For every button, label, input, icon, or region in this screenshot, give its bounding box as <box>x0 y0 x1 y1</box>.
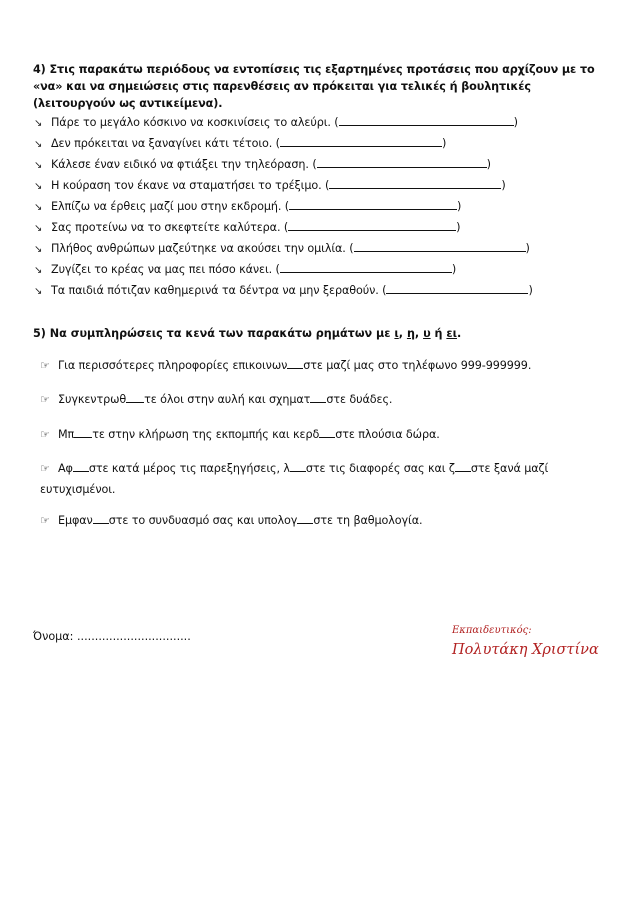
list-item <box>34 262 456 278</box>
sentence-text: Κάλεσε έναν ειδικό να φτιάξει την τηλεόραση. ( <box>51 158 317 171</box>
arrow-bullet-icon: ↘ <box>34 202 43 213</box>
question-5-title <box>33 327 461 340</box>
fill-blank[interactable] <box>287 358 303 369</box>
teacher-signature <box>452 625 599 658</box>
list-item <box>34 178 506 194</box>
exercise-text: Για περισσότερες πληροφορίες επικοινων <box>58 359 288 372</box>
fill-blank[interactable] <box>93 513 109 524</box>
arrow-bullet-icon: ↘ <box>34 265 43 276</box>
arrow-bullet-icon: ↘ <box>34 286 43 297</box>
exercise-text: τε στην κλήρωση της εκπομπής και κερδ <box>92 428 320 441</box>
sentence-text: Πάρε το μεγάλο κόσκινο να κοσκινίσεις το αλεύρι. ( <box>51 116 339 129</box>
sentence-text: Η κούραση τον έκανε να σταματήσει το τρέξιμο. ( <box>51 179 330 192</box>
answer-blank[interactable] <box>280 136 442 147</box>
separator: , <box>398 327 407 340</box>
arrow-bullet-icon: ↘ <box>34 118 43 129</box>
arrow-bullet-icon: ↘ <box>34 139 43 150</box>
fill-blank[interactable] <box>310 392 326 403</box>
separator: ή <box>430 327 447 340</box>
arrow-bullet-icon: ↘ <box>34 181 43 192</box>
list-item <box>34 283 533 299</box>
list-item <box>34 115 518 131</box>
arrow-bullet-icon: ↘ <box>34 160 43 171</box>
sentence-text: Σας προτείνω να το σκεφτείτε καλύτερα. ( <box>51 221 289 234</box>
separator: , <box>414 327 424 340</box>
exercise-text: Μπ <box>58 428 75 441</box>
list-item <box>34 220 460 236</box>
answer-blank[interactable] <box>317 157 487 168</box>
signature-name: Πολυτάκη Χριστίνα <box>452 642 599 658</box>
fill-blank[interactable] <box>126 392 144 403</box>
exercise-text: στε το συνδυασμό σας και υπολογ <box>108 514 298 527</box>
exercise-text: στε κατά μέρος τις παρεξηγήσεις, λ <box>88 462 290 475</box>
close-paren: ) <box>456 221 461 234</box>
exercise-text: στε ξανά μαζί <box>470 462 549 475</box>
fill-blank[interactable] <box>455 461 471 472</box>
separator: . <box>456 327 462 340</box>
pointing-hand-icon: ☞ <box>40 514 50 527</box>
exercise-item <box>40 426 440 443</box>
exercise-text: Συγκεντρωθ <box>58 393 127 406</box>
list-item <box>34 157 491 173</box>
list-item <box>34 199 461 215</box>
letter-option: ι <box>394 327 399 340</box>
answer-blank[interactable] <box>386 283 528 294</box>
close-paren: ) <box>451 263 457 276</box>
arrow-bullet-icon: ↘ <box>34 244 43 255</box>
arrow-bullet-icon: ↘ <box>34 223 43 234</box>
exercise-text: στε δυάδες. <box>326 393 393 406</box>
pointing-hand-icon: ☞ <box>40 393 50 406</box>
answer-blank[interactable] <box>329 178 501 189</box>
fill-blank[interactable] <box>290 461 306 472</box>
pointing-hand-icon: ☞ <box>40 428 50 441</box>
close-paren: ) <box>457 200 462 213</box>
sentence-text: Ελπίζω να έρθεις μαζί μου στην εκδρομή. ( <box>51 200 289 213</box>
sentence-text: Ζυγίζει το κρέας να μας πει πόσο κάνει. ( <box>51 263 280 276</box>
answer-blank[interactable] <box>289 199 457 210</box>
signature-role: Εκπαιδευτικός: <box>452 625 532 636</box>
close-paren: ) <box>501 179 506 192</box>
fill-blank[interactable] <box>73 461 89 472</box>
exercise-item <box>40 512 422 529</box>
answer-blank[interactable] <box>354 241 526 252</box>
answer-blank[interactable] <box>339 115 514 126</box>
answer-blank[interactable] <box>280 262 452 273</box>
exercise-text: τε όλοι στην αυλή και σχηματ <box>144 393 311 406</box>
exercise-text: στε τις διαφορές σας και ζ <box>305 462 455 475</box>
close-paren: ) <box>441 137 447 150</box>
exercise-text: στε μαζί μας στο τηλέφωνο 999-999999. <box>303 359 532 372</box>
sentence-text: Δεν πρόκειται να ξαναγίνει κάτι τέτοιο. ( <box>51 137 280 150</box>
exercise-text: ευτυχισμένοι. <box>40 483 116 496</box>
exercise-item <box>40 460 600 498</box>
close-paren: ) <box>525 242 530 255</box>
student-name-field[interactable]: Όνομα: ................................ <box>33 630 191 643</box>
sentence-text: Τα παιδιά πότιζαν καθημερινά τα δέντρα να μην ξεραθούν. ( <box>51 284 387 297</box>
letter-option: η <box>406 327 415 340</box>
list-item <box>34 136 446 152</box>
fill-blank[interactable] <box>297 513 313 524</box>
close-paren: ) <box>486 158 491 171</box>
question-5-text: 5) Να συμπληρώσεις τα κενά των παρακάτω ρημάτων με <box>33 327 395 340</box>
pointing-hand-icon: ☞ <box>40 462 50 475</box>
fill-blank[interactable] <box>319 427 335 438</box>
exercise-text: στε τη βαθμολογία. <box>313 514 423 527</box>
close-paren: ) <box>513 116 518 129</box>
list-item <box>34 241 530 257</box>
exercise-text: Εμφαν <box>58 514 93 527</box>
letter-option: υ <box>423 327 431 340</box>
letter-option: ει <box>446 327 457 340</box>
exercise-item <box>40 357 531 374</box>
fill-blank[interactable] <box>74 427 92 438</box>
pointing-hand-icon: ☞ <box>40 359 50 372</box>
exercise-item <box>40 391 392 408</box>
close-paren: ) <box>528 284 533 297</box>
exercise-text: Αφ <box>58 462 73 475</box>
exercise-text: στε πλούσια δώρα. <box>335 428 440 441</box>
question-4-title: 4) Στις παρακάτω περιόδους να εντοπίσεις τις εξαρτημένες προτάσεις που αρχίζουν με το «να» και να σημειώσεις στις παρενθέσεις αν πρόκειται για τελικές ή βουλητικές (λειτουργούν ως αντικείμενα). <box>33 63 595 110</box>
answer-blank[interactable] <box>288 220 456 231</box>
sentence-text: Πλήθος ανθρώπων μαζεύτηκε να ακούσει την ομιλία. ( <box>51 242 354 255</box>
